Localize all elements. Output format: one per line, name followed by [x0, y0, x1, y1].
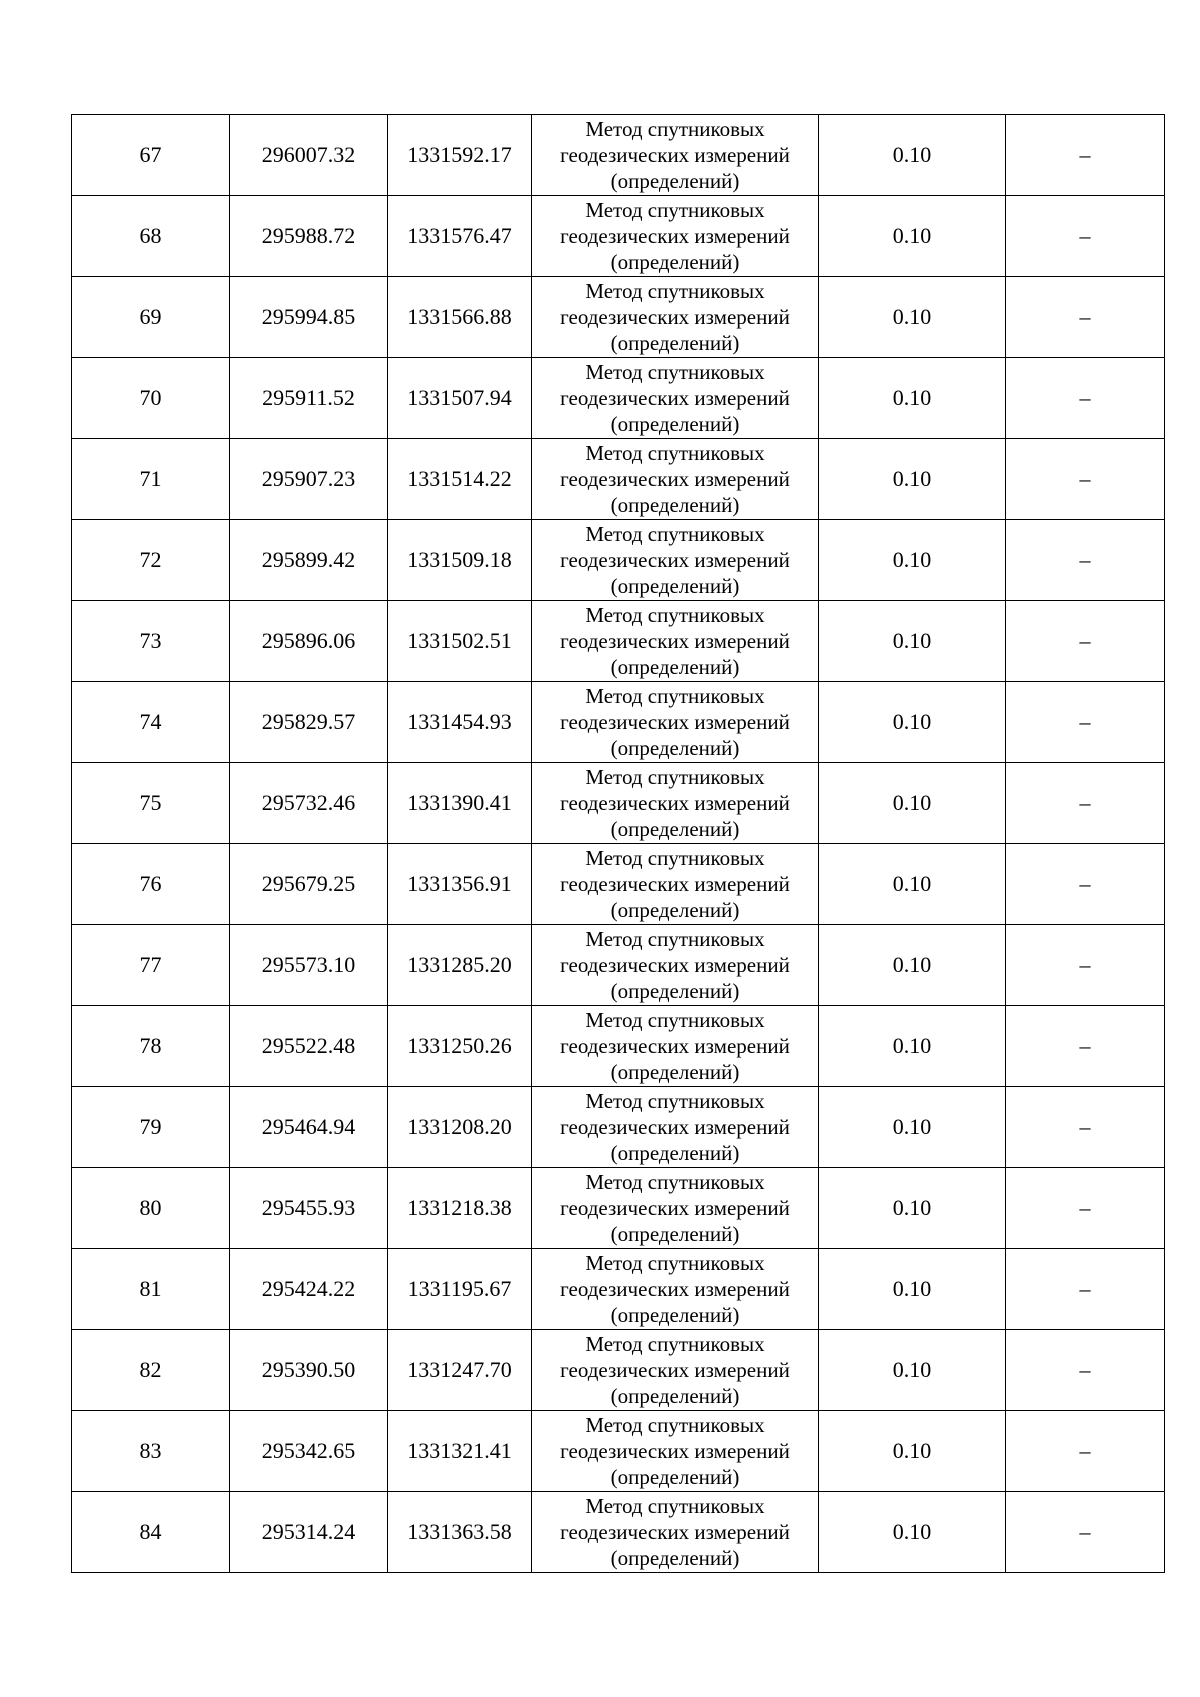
- accuracy-cell: 0.10: [819, 1168, 1006, 1249]
- y-coordinate-cell: 1331208.20: [388, 1087, 532, 1168]
- method-line: (определений): [610, 979, 740, 1003]
- point-number-cell: 70: [72, 358, 230, 439]
- accuracy-cell: 0.10: [819, 277, 1006, 358]
- point-number-cell: 74: [72, 682, 230, 763]
- accuracy-cell: 0.10: [819, 358, 1006, 439]
- method-line: геодезических измерений: [560, 953, 790, 977]
- accuracy-cell: 0.10: [819, 196, 1006, 277]
- method-line: Метод спутниковых: [585, 1170, 765, 1194]
- method-line: (определений): [610, 250, 740, 274]
- method-line: геодезических измерений: [560, 791, 790, 815]
- method-line: геодезических измерений: [560, 1115, 790, 1139]
- method-line: геодезических измерений: [560, 143, 790, 167]
- method-line: (определений): [610, 736, 740, 760]
- table-row: [72, 358, 1165, 439]
- method-cell: [532, 439, 819, 520]
- y-coordinate-cell: 1331592.17: [388, 115, 532, 196]
- method-line: геодезических измерений: [560, 1358, 790, 1382]
- table-row: [72, 844, 1165, 925]
- accuracy-cell: 0.10: [819, 601, 1006, 682]
- x-coordinate-cell: 295896.06: [230, 601, 388, 682]
- table-row: [72, 763, 1165, 844]
- method-cell: [532, 844, 819, 925]
- point-number-cell: 75: [72, 763, 230, 844]
- x-coordinate-cell: 295829.57: [230, 682, 388, 763]
- method-line: Метод спутниковых: [585, 1332, 765, 1356]
- point-number-cell: 72: [72, 520, 230, 601]
- method-line: Метод спутниковых: [585, 1008, 765, 1032]
- y-coordinate-cell: 1331218.38: [388, 1168, 532, 1249]
- note-cell: –: [1006, 520, 1165, 601]
- method-line: Метод спутниковых: [585, 1494, 765, 1518]
- point-number-cell: 71: [72, 439, 230, 520]
- method-line: геодезических измерений: [560, 1196, 790, 1220]
- method-line: Метод спутниковых: [585, 684, 765, 708]
- method-line: (определений): [610, 1222, 740, 1246]
- x-coordinate-cell: 295994.85: [230, 277, 388, 358]
- method-line: Метод спутниковых: [585, 522, 765, 546]
- method-cell: [532, 682, 819, 763]
- x-coordinate-cell: 295455.93: [230, 1168, 388, 1249]
- method-line: геодезических измерений: [560, 1439, 790, 1463]
- method-line: Метод спутниковых: [585, 1251, 765, 1275]
- method-cell: [532, 1330, 819, 1411]
- method-line: геодезических измерений: [560, 386, 790, 410]
- method-cell: [532, 277, 819, 358]
- x-coordinate-cell: 295424.22: [230, 1249, 388, 1330]
- x-coordinate-cell: 295899.42: [230, 520, 388, 601]
- method-line: (определений): [610, 1546, 740, 1570]
- point-number-cell: 67: [72, 115, 230, 196]
- x-coordinate-cell: 295522.48: [230, 1006, 388, 1087]
- method-line: геодезических измерений: [560, 224, 790, 248]
- accuracy-cell: 0.10: [819, 115, 1006, 196]
- method-line: (определений): [610, 169, 740, 193]
- note-cell: –: [1006, 925, 1165, 1006]
- note-cell: –: [1006, 1168, 1165, 1249]
- table-row: [72, 1249, 1165, 1330]
- method-line: Метод спутниковых: [585, 1413, 765, 1437]
- table-row: [72, 277, 1165, 358]
- point-number-cell: 82: [72, 1330, 230, 1411]
- x-coordinate-cell: 295314.24: [230, 1492, 388, 1573]
- table-row: [72, 925, 1165, 1006]
- method-line: Метод спутниковых: [585, 441, 765, 465]
- method-cell: [532, 1087, 819, 1168]
- table-row: [72, 682, 1165, 763]
- x-coordinate-cell: 295390.50: [230, 1330, 388, 1411]
- y-coordinate-cell: 1331507.94: [388, 358, 532, 439]
- point-number-cell: 78: [72, 1006, 230, 1087]
- y-coordinate-cell: 1331566.88: [388, 277, 532, 358]
- method-line: Метод спутниковых: [585, 117, 765, 141]
- note-cell: –: [1006, 1330, 1165, 1411]
- method-cell: [532, 520, 819, 601]
- table-row: [72, 439, 1165, 520]
- x-coordinate-cell: 295679.25: [230, 844, 388, 925]
- coordinates-table: [71, 114, 1165, 1573]
- method-line: (определений): [610, 1384, 740, 1408]
- method-line: (определений): [610, 1465, 740, 1489]
- y-coordinate-cell: 1331195.67: [388, 1249, 532, 1330]
- method-line: Метод спутниковых: [585, 198, 765, 222]
- point-number-cell: 81: [72, 1249, 230, 1330]
- method-cell: [532, 115, 819, 196]
- method-cell: [532, 1492, 819, 1573]
- accuracy-cell: 0.10: [819, 844, 1006, 925]
- method-line: Метод спутниковых: [585, 279, 765, 303]
- note-cell: –: [1006, 115, 1165, 196]
- x-coordinate-cell: 295342.65: [230, 1411, 388, 1492]
- table-row: [72, 115, 1165, 196]
- method-line: Метод спутниковых: [585, 927, 765, 951]
- method-line: Метод спутниковых: [585, 360, 765, 384]
- method-line: (определений): [610, 1303, 740, 1327]
- accuracy-cell: 0.10: [819, 1087, 1006, 1168]
- point-number-cell: 73: [72, 601, 230, 682]
- accuracy-cell: 0.10: [819, 1330, 1006, 1411]
- point-number-cell: 84: [72, 1492, 230, 1573]
- point-number-cell: 83: [72, 1411, 230, 1492]
- accuracy-cell: 0.10: [819, 763, 1006, 844]
- method-line: геодезических измерений: [560, 629, 790, 653]
- table-row: [72, 1006, 1165, 1087]
- note-cell: –: [1006, 763, 1165, 844]
- table-row: [72, 196, 1165, 277]
- table-row: [72, 1087, 1165, 1168]
- note-cell: –: [1006, 358, 1165, 439]
- y-coordinate-cell: 1331390.41: [388, 763, 532, 844]
- point-number-cell: 77: [72, 925, 230, 1006]
- accuracy-cell: 0.10: [819, 439, 1006, 520]
- y-coordinate-cell: 1331285.20: [388, 925, 532, 1006]
- method-line: (определений): [610, 898, 740, 922]
- method-line: (определений): [610, 331, 740, 355]
- y-coordinate-cell: 1331363.58: [388, 1492, 532, 1573]
- method-line: (определений): [610, 493, 740, 517]
- accuracy-cell: 0.10: [819, 1006, 1006, 1087]
- method-line: (определений): [610, 412, 740, 436]
- method-line: (определений): [610, 817, 740, 841]
- method-line: геодезических измерений: [560, 1520, 790, 1544]
- note-cell: –: [1006, 1006, 1165, 1087]
- accuracy-cell: 0.10: [819, 520, 1006, 601]
- y-coordinate-cell: 1331502.51: [388, 601, 532, 682]
- y-coordinate-cell: 1331250.26: [388, 1006, 532, 1087]
- table-row: [72, 1411, 1165, 1492]
- note-cell: –: [1006, 277, 1165, 358]
- method-line: геодезических измерений: [560, 305, 790, 329]
- note-cell: –: [1006, 844, 1165, 925]
- x-coordinate-cell: 295988.72: [230, 196, 388, 277]
- y-coordinate-cell: 1331321.41: [388, 1411, 532, 1492]
- note-cell: –: [1006, 1411, 1165, 1492]
- accuracy-cell: 0.10: [819, 1249, 1006, 1330]
- y-coordinate-cell: 1331509.18: [388, 520, 532, 601]
- method-line: (определений): [610, 574, 740, 598]
- point-number-cell: 80: [72, 1168, 230, 1249]
- method-cell: [532, 358, 819, 439]
- method-cell: [532, 763, 819, 844]
- point-number-cell: 69: [72, 277, 230, 358]
- table-row: [72, 601, 1165, 682]
- y-coordinate-cell: 1331356.91: [388, 844, 532, 925]
- method-line: геодезических измерений: [560, 467, 790, 491]
- y-coordinate-cell: 1331514.22: [388, 439, 532, 520]
- method-line: геодезических измерений: [560, 872, 790, 896]
- method-line: Метод спутниковых: [585, 603, 765, 627]
- x-coordinate-cell: 295573.10: [230, 925, 388, 1006]
- note-cell: –: [1006, 601, 1165, 682]
- table-row: [72, 1492, 1165, 1573]
- accuracy-cell: 0.10: [819, 682, 1006, 763]
- note-cell: –: [1006, 1087, 1165, 1168]
- point-number-cell: 76: [72, 844, 230, 925]
- table-row: [72, 1330, 1165, 1411]
- method-cell: [532, 1411, 819, 1492]
- method-cell: [532, 1006, 819, 1087]
- method-line: (определений): [610, 1060, 740, 1084]
- method-line: (определений): [610, 1141, 740, 1165]
- x-coordinate-cell: 295464.94: [230, 1087, 388, 1168]
- method-cell: [532, 196, 819, 277]
- y-coordinate-cell: 1331454.93: [388, 682, 532, 763]
- note-cell: –: [1006, 196, 1165, 277]
- method-cell: [532, 1249, 819, 1330]
- note-cell: –: [1006, 1492, 1165, 1573]
- method-line: геодезических измерений: [560, 710, 790, 734]
- x-coordinate-cell: 295732.46: [230, 763, 388, 844]
- x-coordinate-cell: 296007.32: [230, 115, 388, 196]
- method-line: геодезических измерений: [560, 548, 790, 572]
- method-line: геодезических измерений: [560, 1277, 790, 1301]
- method-line: (определений): [610, 655, 740, 679]
- note-cell: –: [1006, 439, 1165, 520]
- accuracy-cell: 0.10: [819, 925, 1006, 1006]
- y-coordinate-cell: 1331576.47: [388, 196, 532, 277]
- method-line: Метод спутниковых: [585, 765, 765, 789]
- method-cell: [532, 601, 819, 682]
- point-number-cell: 68: [72, 196, 230, 277]
- point-number-cell: 79: [72, 1087, 230, 1168]
- table-row: [72, 1168, 1165, 1249]
- accuracy-cell: 0.10: [819, 1492, 1006, 1573]
- method-line: геодезических измерений: [560, 1034, 790, 1058]
- y-coordinate-cell: 1331247.70: [388, 1330, 532, 1411]
- method-line: Метод спутниковых: [585, 1089, 765, 1113]
- method-cell: [532, 925, 819, 1006]
- note-cell: –: [1006, 1249, 1165, 1330]
- method-cell: [532, 1168, 819, 1249]
- accuracy-cell: 0.10: [819, 1411, 1006, 1492]
- x-coordinate-cell: 295907.23: [230, 439, 388, 520]
- table-row: [72, 520, 1165, 601]
- x-coordinate-cell: 295911.52: [230, 358, 388, 439]
- note-cell: –: [1006, 682, 1165, 763]
- method-line: Метод спутниковых: [585, 846, 765, 870]
- table-body: [72, 115, 1165, 1573]
